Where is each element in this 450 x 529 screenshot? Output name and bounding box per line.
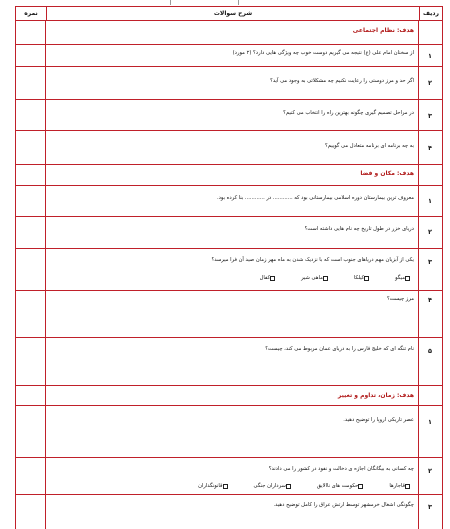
row-number: ۳: [428, 503, 432, 511]
question-text: معروف ترین بیمارستان دوره اسلامی بیمارستانی بود که ............ در ............ بنا کرده بود.: [216, 195, 414, 201]
grid-line: [418, 21, 419, 529]
question-text: از سخنان امام علی (ع) نتیجه می گیریم دوست خوب چه ویژگی هایی دارد؟ (۲ مورد): [232, 50, 414, 56]
option[interactable]: [301, 275, 332, 281]
row-number: ۱: [428, 418, 432, 426]
option-label: سرداران جنگی: [253, 483, 286, 489]
checkbox[interactable]: [358, 484, 363, 489]
options-row: [238, 275, 414, 281]
question-text: یکی از آبزیان مهم دریاهای جنوب است که با نزدیک شدن به ماه مهر زمان صید آن فرا میرسد؟: [211, 257, 414, 263]
question-text: در مراحل تصمیم گیری چگونه بهترین راه را انتخاب می کنیم؟: [283, 110, 414, 116]
question-text: نام تنگه ای که خلیج فارس را به دریای عمان مربوط می کند، چیست؟: [265, 346, 414, 352]
option-label: ماهی شیر: [301, 275, 323, 281]
grid-line: [45, 21, 46, 529]
row-number: ۲: [428, 79, 432, 87]
row-number: ۳: [428, 112, 432, 120]
header-questions: شرح سوالات: [213, 10, 253, 17]
checkbox[interactable]: [405, 276, 410, 281]
question-text: عصر تاریکی اروپا را توضیح دهید.: [343, 417, 414, 423]
row-number: ۲: [428, 228, 432, 236]
question-text: دریای خزر در طول تاریخ چه نام هایی داشته است؟: [304, 226, 414, 232]
checkbox[interactable]: [223, 484, 228, 489]
section-title: هدف: مکان و فضا: [360, 170, 414, 177]
option[interactable]: [198, 483, 231, 489]
grid-line: [15, 21, 16, 529]
options-row: [176, 483, 414, 489]
checkbox[interactable]: [323, 276, 328, 281]
option-label: کفال: [259, 275, 271, 281]
option[interactable]: [254, 483, 295, 489]
row-number: ۴: [428, 144, 432, 152]
question-text: چگونگی اشغال خرمشهر توسط ارتش عراق را کامل توضیح دهید.: [273, 502, 414, 508]
option-label: کیلکا: [353, 275, 365, 281]
option[interactable]: [395, 275, 414, 281]
option-label: حکومت های ناالایق: [316, 483, 359, 489]
row-number: ۳: [428, 258, 432, 266]
option[interactable]: [260, 275, 279, 281]
table-header: [15, 6, 443, 21]
row-number: ۱: [428, 197, 432, 205]
grid-line: [442, 21, 443, 529]
checkbox[interactable]: [286, 484, 291, 489]
question-text: به چه برنامه ای برنامه متعادل می گوییم؟: [324, 143, 414, 149]
header-score: نمره: [24, 10, 38, 17]
checkbox[interactable]: [364, 276, 369, 281]
row-number: ۴: [428, 296, 432, 304]
option[interactable]: [317, 483, 368, 489]
section-title: هدف: زمان، تداوم و تغییر: [337, 392, 414, 399]
row-number: ۱: [428, 52, 432, 60]
header-number: ردیف: [423, 10, 439, 17]
option[interactable]: [354, 275, 373, 281]
checkbox[interactable]: [270, 276, 275, 281]
question-text: چه کسانی به بیگانگان اجازه ی دخالت و نفوذ در کشور را می دادند؟: [268, 466, 414, 472]
option-label: قاجارها: [389, 483, 405, 489]
section-title: هدف: نظام اجتماعی: [352, 27, 414, 34]
row-number: ۵: [428, 347, 432, 355]
row-number: ۲: [428, 467, 432, 475]
question-text: مرز چیست؟: [386, 296, 414, 302]
option[interactable]: [389, 483, 414, 489]
option-label: میگو: [395, 275, 405, 281]
option-label: قانونگذاران: [198, 483, 223, 489]
question-text: اگر حد و مرز دوستی را رعایت نکنیم چه مشکلاتی به وجود می آید؟: [270, 78, 414, 84]
checkbox[interactable]: [405, 484, 410, 489]
